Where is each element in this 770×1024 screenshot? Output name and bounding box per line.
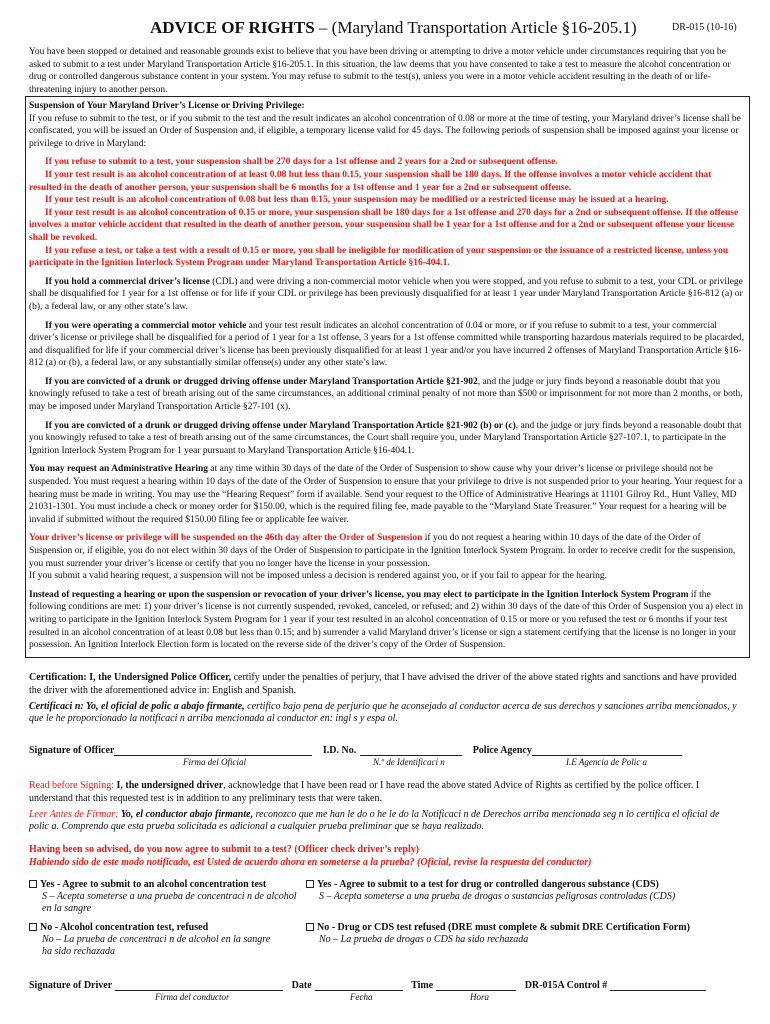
certification-es-rest: certifico bajo pena de perjurio que he aconsejado al conductor acerca de sus derechos y sanciones arriba mencionados, y que le he proporcionado la notificaci n arriba mencionada al conductor en: ingl s y espa ol. <box>29 700 737 725</box>
hearing-modification-text: If your test result is an alcohol concentration of 0.08 but less than 0.15, your suspension may be modified or a restricted license may be issued at a hearing. <box>45 195 669 206</box>
cdl-paragraph <box>29 276 745 314</box>
certification-en <box>29 672 741 698</box>
officer-id-label: I.D. No. <box>322 745 357 756</box>
hearing-bold: You may request an Administrative Hearing <box>29 464 209 475</box>
intro-paragraph: You have been stopped or detained and reasonable grounds exist to believe that you have been driving or attempting to drive a motor vehicle under circumstances requiring that you be asked to submit to a test under Maryland Transportation Article §16-205.1. In this situation, the law deems that you have consented to take a test to measure the alcohol concentration or drug or controlled dangerous substance content in your system. You may refuse to submit to the test(s), unless you were in a motor vehicle accident resulting in the death of or life-threatening injury to another person. <box>29 47 731 95</box>
option-no-alcohol-es: No – La prueba de concentraci n de alcohol en la sangre ha sido rechazada <box>42 934 271 957</box>
suspension-date-paragraph <box>29 532 745 570</box>
driver-signature-field[interactable] <box>115 979 283 991</box>
control-number-label: DR-015A Control # <box>524 980 608 991</box>
yes-alcohol-checkbox[interactable] <box>29 880 37 888</box>
option-no-alcohol-text: No - Alcohol concentration test, refused <box>40 922 209 933</box>
date-label: Date <box>291 980 312 991</box>
form-number: DR-015 (10-16) <box>672 22 737 33</box>
driver-ack-es-bold: Yo, el conductor abajo firmante, <box>118 808 254 820</box>
hearing-paragraph <box>29 463 745 526</box>
option-yes-alcohol-text: Yes - Agree to submit to an alcohol concentration test <box>40 879 267 890</box>
officer-signature-field[interactable] <box>114 744 312 756</box>
officer-signature-sub: Firma del Oficial <box>183 757 246 767</box>
title-rest: – (Maryland Transportation Article §16-205.1) <box>314 18 637 37</box>
option-no-alcohol-label <box>29 922 279 934</box>
time-field[interactable] <box>436 979 516 991</box>
read-before-signing-label: Read before Signing: <box>29 780 114 791</box>
no-alcohol-checkbox[interactable] <box>29 923 37 931</box>
time-sub: Hora <box>470 992 490 1002</box>
interlock-rest: if the following conditions are met: 1) your driver’s license is not currently suspended, revoked, canceled, or refused; and 2) within 30 days of the date of this Order of Suspension you a) elect in writing to participate in the Ignition Interlock System Program for 1 year if your test resulted in an alcohol concentration of 0.15 or more or you refused the test or 6 months if your test resulted in an alcohol concentration of at least 0.08 but less than 0.15; and b) surrender a valid Maryland driver’s license or sign a statement certifying that the license is no longer in your possession. An Ignition Interlock Election form is located on the reverse side of the driver’s copy of the Order of Suspension. <box>29 589 743 651</box>
suspension-date-rest: if you do not request a hearing within 10 days of the date of the Order of Suspension or, if eligible, you do not elect within 30 days of the Order of Suspension to participate in the Ignition Interlock System Program. In order to receive credit for the suspension, you must surrender your driver’s license or certify that you no longer have the license in your possession. <box>29 533 736 569</box>
form-title <box>150 18 637 38</box>
option-yes-alcohol-label <box>29 879 304 891</box>
driver-ack-en <box>29 780 741 806</box>
option-no-cds-es: No – La prueba de drogas o CDS ha sido rechazada <box>319 934 529 945</box>
conv2-bold: If you are convicted of a drunk or drugged driving offense under Maryland Transportation Article §21-902 (b) or (c) <box>45 420 516 431</box>
yes-cds-checkbox[interactable] <box>306 880 314 888</box>
driver-ack-es <box>29 809 741 835</box>
option-yes-alcohol-es: S – Acepta someterse a una prueba de concentraci n de alcohol en la sangre <box>42 891 297 914</box>
cmv-paragraph <box>29 320 745 370</box>
test-question <box>29 843 741 869</box>
option-yes-cds-es: S – Acepta someterse a una prueba de drogas o sustancias peligrosas controladas (CDS) <box>319 891 676 902</box>
test-question-en: Having been so advised, do you now agree to submit to a test? (Officer check driver’s reply) <box>29 844 420 855</box>
interlock-bold: Instead of requesting a hearing or upon the suspension or revocation of your driver’s license, you may elect to participate in the Ignition Interlock System Program <box>29 589 689 600</box>
certification-es-bold: Certificaci n: Yo, el oficial de polic a abajo firmante, <box>29 700 245 712</box>
suspension-box-content <box>29 100 745 652</box>
police-agency-sub: I.E Agencia de Polic a <box>566 757 648 767</box>
police-agency-field[interactable] <box>532 744 682 756</box>
suspension-box <box>25 96 750 658</box>
refusal-penalty-text: If you refuse to submit to a test, your suspension shall be 270 days for a 1st offense and 2 years for a 2nd or subsequent offense. <box>45 157 558 168</box>
result-015-penalty-text: If your test result is an alcohol concentration of 0.15 or more, your suspension shall be 180 days for a 1st offense and 270 days for a 2nd or subsequent offense. If the offense involves a motor vehicle accident that resulted in the death of another person, your suspension shall be 1 year for a 1st offense and for a 2nd or subsequent offense your license shall be revoked. <box>29 207 739 243</box>
police-agency-label: Police Agency <box>472 745 532 756</box>
cmv-bold: If you were operating a commercial motor vehicle <box>45 320 247 331</box>
certification-rest: certify under the penalties of perjury, that I have advised the driver of the above stated rights and sanctions and have provided the driver with the aforementioned advice in: English and Spanish. <box>29 672 737 696</box>
interlock-ineligibility-text: If you refuse a test, or take a test with a result of 0.15 or more, you shall be ineligible for modification of your suspension or the issuance of a restricted license, unless you participate in the Ignition Interlock System Program under Maryland Transportation Article §16-404.1. <box>29 245 729 269</box>
option-yes-alcohol[interactable] <box>29 879 304 915</box>
suspension-heading: Suspension of Your Maryland Driver’s License or Driving Privilege: <box>29 101 305 111</box>
option-yes-cds-text: Yes - Agree to submit to a test for drug or controlled dangerous substance (CDS) <box>317 879 659 890</box>
option-no-cds-label <box>306 922 746 934</box>
driver-acknowledgement <box>29 780 741 834</box>
cmv-rest: and your test result indicates an alcohol concentration of 0.04 or more, or if you refuse to submit to a test, your commercial driver’s license or privilege shall be disqualified for a period of 1 year for a 1st offense, 3 years for a 1st offense committed while transporting hazardous materials required to be placarded, and disqualified for life if your commercial driver’s license has been previously disqualified for at least 1 year and/or you have incurred 2 offenses of Maryland Transportation Article §16-812 (a) or (b), a federal law, or any substantially similar offense(s) under any other state’s law. <box>29 320 745 369</box>
option-no-cds[interactable] <box>306 922 746 946</box>
officer-id-field[interactable] <box>360 744 462 756</box>
officer-id-sub: N.º de Identificaci n <box>373 757 445 767</box>
suspension-date-red: Your driver’s license or privilege will be suspended on the 46th day after the Order of Suspension <box>29 533 423 544</box>
driver-ack-rest: , acknowledge that I have been read or I have read the above stated Advice of Rights as certified by the police officer. I understand that this requested test is in addition to any preliminary tests that were taken. <box>29 780 700 804</box>
officer-signature-label: Signature of Officer <box>29 745 115 756</box>
title-row <box>0 18 770 46</box>
driver-signature-label: Signature of Driver <box>29 980 113 991</box>
time-label: Time <box>411 980 434 991</box>
conviction-paragraph-2 <box>29 420 745 458</box>
no-cds-checkbox[interactable] <box>306 923 314 931</box>
driver-signature-row <box>29 979 741 991</box>
suspension-heading-body: If you refuse to submit to the test, or if you submit to the test and the result indicates an alcohol concentration of 0.08 or more at the time of testing, your Maryland driver’s license shall be confiscated, you will be issued an Order of Suspension and, if eligible, a temporary license valid for 45 days. The following periods of suspension shall be imposed against your license or privilege to drive in Maryland: <box>29 113 741 149</box>
certification-section <box>29 672 741 726</box>
result-008-penalty-text: If your test result is an alcohol concentration of at least 0.08 but less than 0.15, your suspension shall be 180 days. If the offense involves a motor vehicle accident that resulted in the death of another person, your suspension shall be 6 months for a 1st offense and 1 year for a 2nd or subsequent offense. <box>29 169 712 193</box>
certification-es <box>29 701 741 727</box>
conviction-paragraph-1 <box>29 376 745 414</box>
conv1-rest: , and the judge or jury finds beyond a reasonable doubt that you knowingly refused to take a test of breath arising out of the same circumstances, an additional criminal penalty of not more than $500 or imprisonment for not more than 2 months, or both, may be imposed under Maryland Transportation Article §27-101 (x). <box>29 376 743 413</box>
date-sub: Fecha <box>350 992 373 1002</box>
certification-bold: Certification: I, the Undersigned Police Officer, <box>29 672 232 683</box>
control-number-field[interactable] <box>610 979 706 991</box>
date-field[interactable] <box>315 979 403 991</box>
option-yes-cds-label <box>306 879 746 891</box>
read-before-signing-es-label: Leer Antes de Firmar: <box>29 808 119 820</box>
option-no-cds-text: No - Drug or CDS test refused (DRE must complete & submit DRE Certification Form) <box>317 922 690 933</box>
title-bold: ADVICE OF RIGHTS <box>150 18 315 37</box>
driver-ack-bold: I, the undersigned driver <box>113 780 224 791</box>
cdl-rest: (CDL) and were driving a non-commercial motor vehicle when you were stopped, and you refuse to submit to a test, your CDL or privilege shall be disqualified for 1 year for a 1st offense or for life if your CDL or privilege has been previously disqualified for at least 1 year under Maryland Transportation Article §16-812 (a) or (b), a federal law, or any other state’s law. <box>29 276 743 312</box>
hearing-rest: at any time within 30 days of the date of the Order of Suspension to show cause why your driver’s license or privilege should not be suspended. You must request a hearing within 10 days of the date of the Order of Suspension to ensure that your privilege to drive is not suspended prior to your hearing. Your request for a hearing must be made in writing. You may use the “Hearing Request” form if available. Send your request to the Office of Administrative Hearings at 11101 Gilroy Rd., Hunt Valley, MD 21031-1301. You must include a check or money order for $150.00, which is the required filing fee, made payable to the “Maryland State Treasurer.” Your request for a hearing will be invalid if submitted without the required $150.00 filing fee or applicable fee waiver. <box>29 464 743 525</box>
officer-signature-row <box>29 744 741 756</box>
driver-signature-sub: Firma del conductor <box>155 992 230 1002</box>
hearing-request-note: If you submit a valid hearing request, a suspension will not be imposed unless a decision is rendered against you, or if you fail to appear for the hearing. <box>29 571 608 582</box>
driver-ack-es-rest: reconozco que me han le do o he le do la Notificaci n de Derechos arriba mencionada seg n lo certifica el oficial de polic a. Comprendo que esta prueba solicitada es adicional a cualquier prueba preliminar que se haya realizado. <box>29 808 720 833</box>
interlock-paragraph <box>29 589 745 652</box>
option-no-alcohol[interactable] <box>29 922 279 958</box>
cdl-bold: If you hold a commercial driver’s license <box>45 276 210 287</box>
conv1-bold: If you are convicted of a drunk or drugged driving offense under Maryland Transportation Article §21-902 <box>45 376 478 387</box>
conv2-rest: , and the judge or jury finds beyond a reasonable doubt that you knowingly refused to take a test of breath arising out of the same circumstances, the Court shall require you, under Maryland Transportation Article §27-107.1, to participate in the Ignition Interlock System Program for 1 year pursuant to Maryland Transportation Article §16-404.1. <box>29 420 742 456</box>
test-question-es: Habiendo sido de este modo notificado, est Usted de acuerdo ahora en someterse a la prueba? (Oficial, revise la respuesta del conductor) <box>29 857 592 868</box>
option-yes-cds[interactable] <box>306 879 746 903</box>
